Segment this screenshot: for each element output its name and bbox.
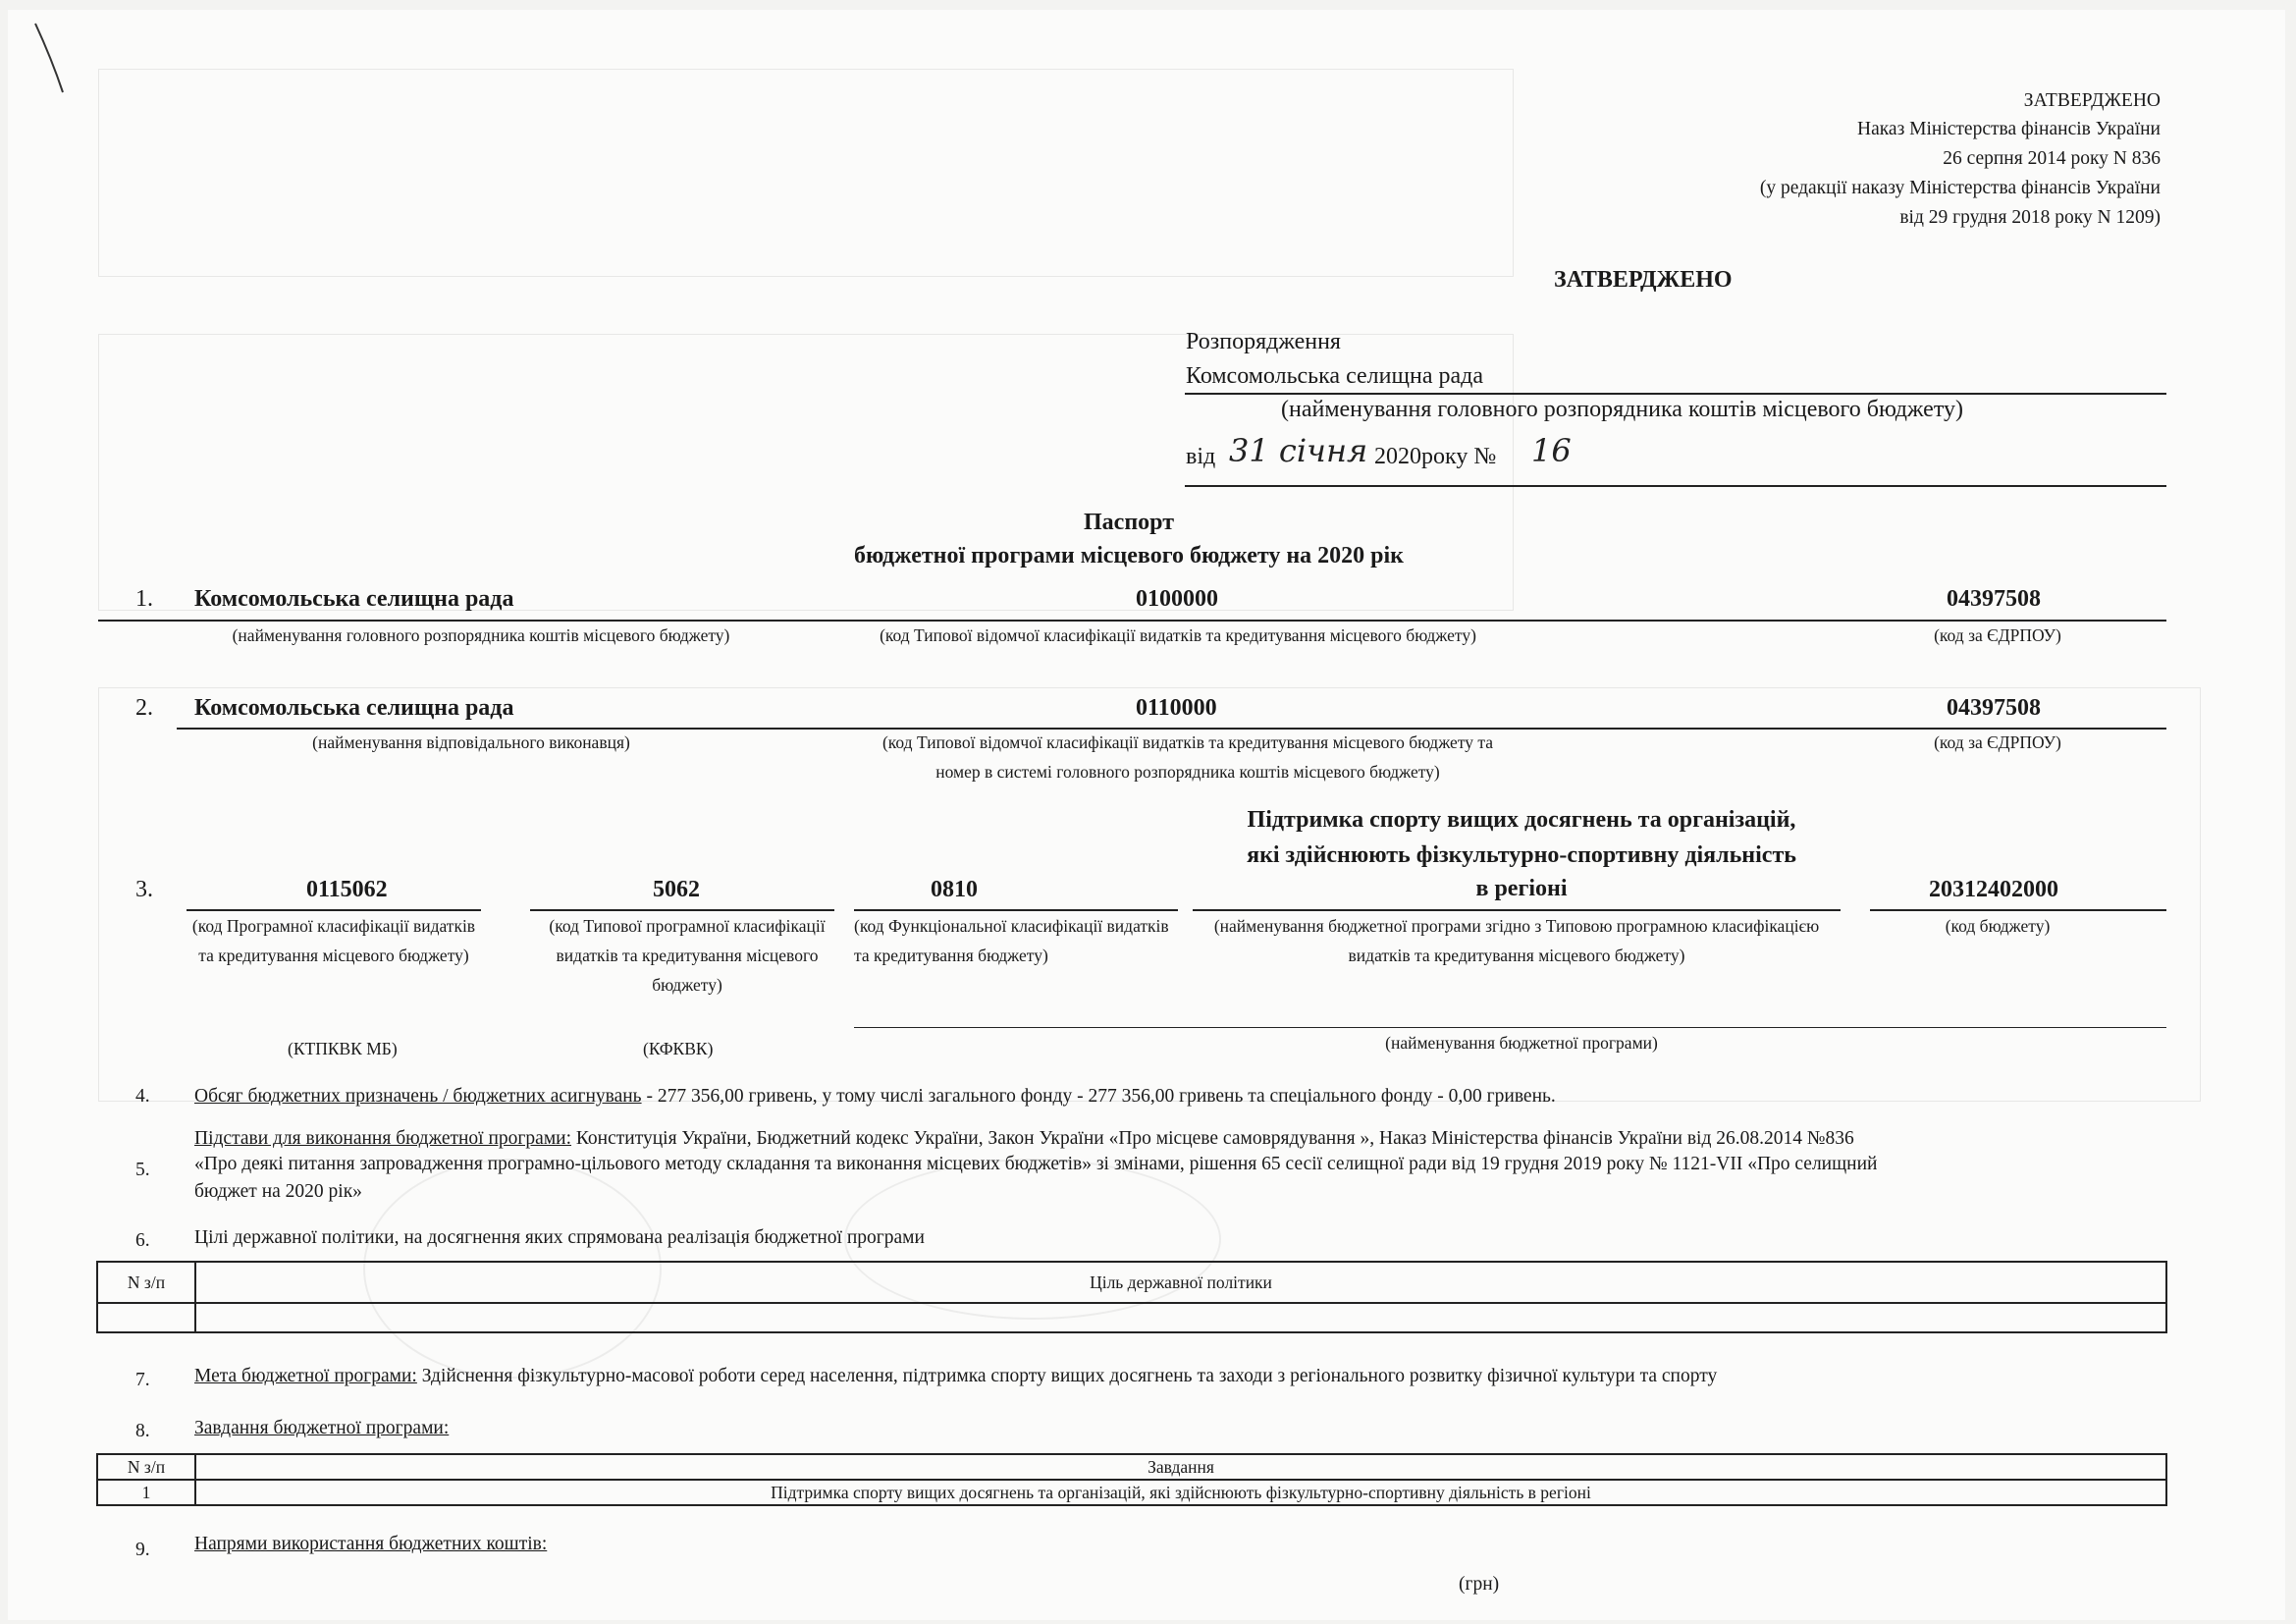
section-1-number: 1. xyxy=(135,586,153,612)
section-2-edrpou: 04397508 xyxy=(1947,695,2041,721)
section-2-edrpou-caption: (код за ЄДРПОУ) xyxy=(1934,732,2061,752)
task-num-cell: 1 xyxy=(97,1480,195,1505)
section-1-name-caption: (найменування головного розпорядника коштів місцевого бюджету) xyxy=(232,625,730,645)
section-4-label: Обсяг бюджетних призначень / бюджетних асигнувань xyxy=(194,1086,642,1107)
section-9-number: 9. xyxy=(135,1540,150,1560)
approved-title: ЗАТВЕРДЖЕНО xyxy=(1554,267,1733,293)
passport-subtitle: бюджетної програми місцевого бюджету на 2020 рік xyxy=(854,543,1404,568)
order-type: Розпорядження xyxy=(1186,329,1341,354)
kfkvk-abbr: (КФКВК) xyxy=(643,1039,714,1058)
program-name-underline xyxy=(854,1027,2166,1028)
section-7-number: 7. xyxy=(135,1370,150,1390)
section-8-number: 8. xyxy=(135,1421,150,1441)
section-2-number: 2. xyxy=(135,695,153,721)
section-5-number: 5. xyxy=(135,1160,150,1180)
policy-goals-empty-cell xyxy=(97,1303,195,1332)
ktpkvk-abbr: (КТПКВК МБ) xyxy=(288,1039,398,1058)
section-4-number: 4. xyxy=(135,1086,150,1107)
approval-line-4: (у редакції наказу Міністерства фінансів України xyxy=(1759,178,2161,198)
section-1-edrpou: 04397508 xyxy=(1947,586,2041,612)
date-underline xyxy=(1185,485,2166,487)
currency-unit: (грн) xyxy=(1459,1574,1500,1595)
section-1-code: 0100000 xyxy=(1136,586,1218,612)
functional-code: 0810 xyxy=(931,877,978,902)
section-7-text: Здійснення фізкультурно-масової роботи серед населення, підтримка спорту вищих досягнень та заходи з регіонального розвитку фізичної культури та спорту xyxy=(416,1366,1718,1386)
section-2-code: 0110000 xyxy=(1136,695,1217,721)
section-1-name: Комсомольська селищна рада xyxy=(194,586,514,612)
section-5-text-line-2: «Про деякі питання запровадження програмно-цільового методу складання та виконання місцевих бюджетів» зі змінами, рішення 65 сесії селищної ради від 19 грудня 2019 року № 1121-VII «Про селищний xyxy=(194,1154,1878,1174)
handwritten-date: 31 січня xyxy=(1229,432,1368,469)
approval-line-2: Наказ Міністерства фінансів України xyxy=(1857,119,2161,139)
approval-line-5: від 29 грудня 2018 року N 1209) xyxy=(1899,207,2161,228)
section-5-text-line-1: Конституція України, Бюджетний кодекс України, Закон України «Про місцеве самоврядування », Наказ Міністерства фінансів України від 26.08.2014 №836 xyxy=(571,1128,1854,1149)
kfkvk-code: 5062 xyxy=(653,877,700,902)
budget-code-caption: (код бюджету) xyxy=(1945,916,2051,936)
section-2-name-caption: (найменування відповідального виконавця) xyxy=(312,732,630,752)
ktpkvk-code: 0115062 xyxy=(306,877,388,902)
passport-title: Паспорт xyxy=(1084,510,1174,535)
policy-goals-empty-row xyxy=(97,1303,2166,1332)
section-7-label: Мета бюджетної програми: xyxy=(194,1366,417,1386)
scan-edge-mark xyxy=(29,20,69,98)
section-9-label: Напрями використання бюджетних коштів: xyxy=(194,1534,548,1554)
program-caption: (найменування бюджетної програми згідно з Типовою програмною класифікацією видатків та кредитування місцевого бюджету) xyxy=(1213,916,1820,965)
tasks-table xyxy=(96,1453,2167,1506)
handwritten-number: 16 xyxy=(1531,432,1572,469)
policy-goals-col-goal: Ціль державної політики xyxy=(195,1262,2166,1303)
kfkvk-caption: (код Типової програмної класифікації видатків та кредитування місцевого бюджету) xyxy=(549,916,826,995)
approving-authority: Комсомольська селищна рада xyxy=(1186,363,1483,389)
section-1-code-caption: (код Типової відомчої класифікації видатків та кредитування місцевого бюджету) xyxy=(880,625,1476,645)
section-1-edrpou-caption: (код за ЄДРПОУ) xyxy=(1934,625,2061,645)
program-name-caption: (найменування бюджетної програми) xyxy=(1385,1033,1658,1053)
section-5-text-line-3: бюджет на 2020 рік» xyxy=(194,1181,362,1202)
program-name-line-3: в регіоні xyxy=(1475,876,1568,901)
program-name-line-1: Підтримка спорту вищих досягнень та організацій, xyxy=(1247,807,1796,833)
section-8-label: Завдання бюджетної програми: xyxy=(194,1418,450,1438)
tasks-col-num: N з/п xyxy=(97,1454,195,1480)
task-text-cell: Підтримка спорту вищих досягнень та організацій, які здійснюють фізкультурно-спортивну діяльність в регіоні xyxy=(195,1480,2166,1505)
section-5-label: Підстави для виконання бюджетної програми: xyxy=(194,1128,572,1149)
program-name-line-2: які здійснюють фізкультурно-спортивну діяльність xyxy=(1247,842,1796,868)
approval-line-3: 26 серпня 2014 року N 836 xyxy=(1943,148,2161,169)
date-year: 2020року № xyxy=(1374,444,1497,469)
functional-caption: (код Функціональної класифікації видатків та кредитування бюджету) xyxy=(854,916,1169,965)
budget-code: 20312402000 xyxy=(1929,877,2058,902)
authority-caption: (найменування головного розпорядника коштів місцевого бюджету) xyxy=(1281,397,1963,422)
policy-goals-table xyxy=(96,1261,2167,1333)
tasks-col-task: Завдання xyxy=(195,1454,2166,1480)
policy-goals-empty-cell xyxy=(195,1303,2166,1332)
policy-goals-col-num: N з/п xyxy=(97,1262,195,1303)
ktpkvk-caption: (код Програмної класифікації видатків та кредитування місцевого бюджету) xyxy=(191,916,476,965)
section-3-number: 3. xyxy=(135,877,153,902)
section-6-label: Цілі державної політики, на досягнення яких спрямована реалізація бюджетної програми xyxy=(194,1227,925,1248)
date-prefix: від xyxy=(1186,444,1216,469)
authority-underline xyxy=(1185,393,2166,395)
approval-line-1: ЗАТВЕРДЖЕНО xyxy=(2023,90,2161,111)
table-row xyxy=(97,1480,2166,1505)
tasks-header-row xyxy=(97,1454,2166,1480)
policy-goals-header-row xyxy=(97,1262,2166,1303)
section-4-text: - 277 356,00 гривень, у тому числі загального фонду - 277 356,00 гривень та спеціального фонду - 0,00 гривень. xyxy=(641,1086,1556,1107)
section-2-code-caption: (код Типової відомчої класифікації видатків та кредитування місцевого бюджету та номер в системі головного розпорядника коштів місцевого бюджету) xyxy=(881,732,1493,782)
section-2-name: Комсомольська селищна рада xyxy=(194,695,514,721)
section-6-number: 6. xyxy=(135,1230,150,1251)
